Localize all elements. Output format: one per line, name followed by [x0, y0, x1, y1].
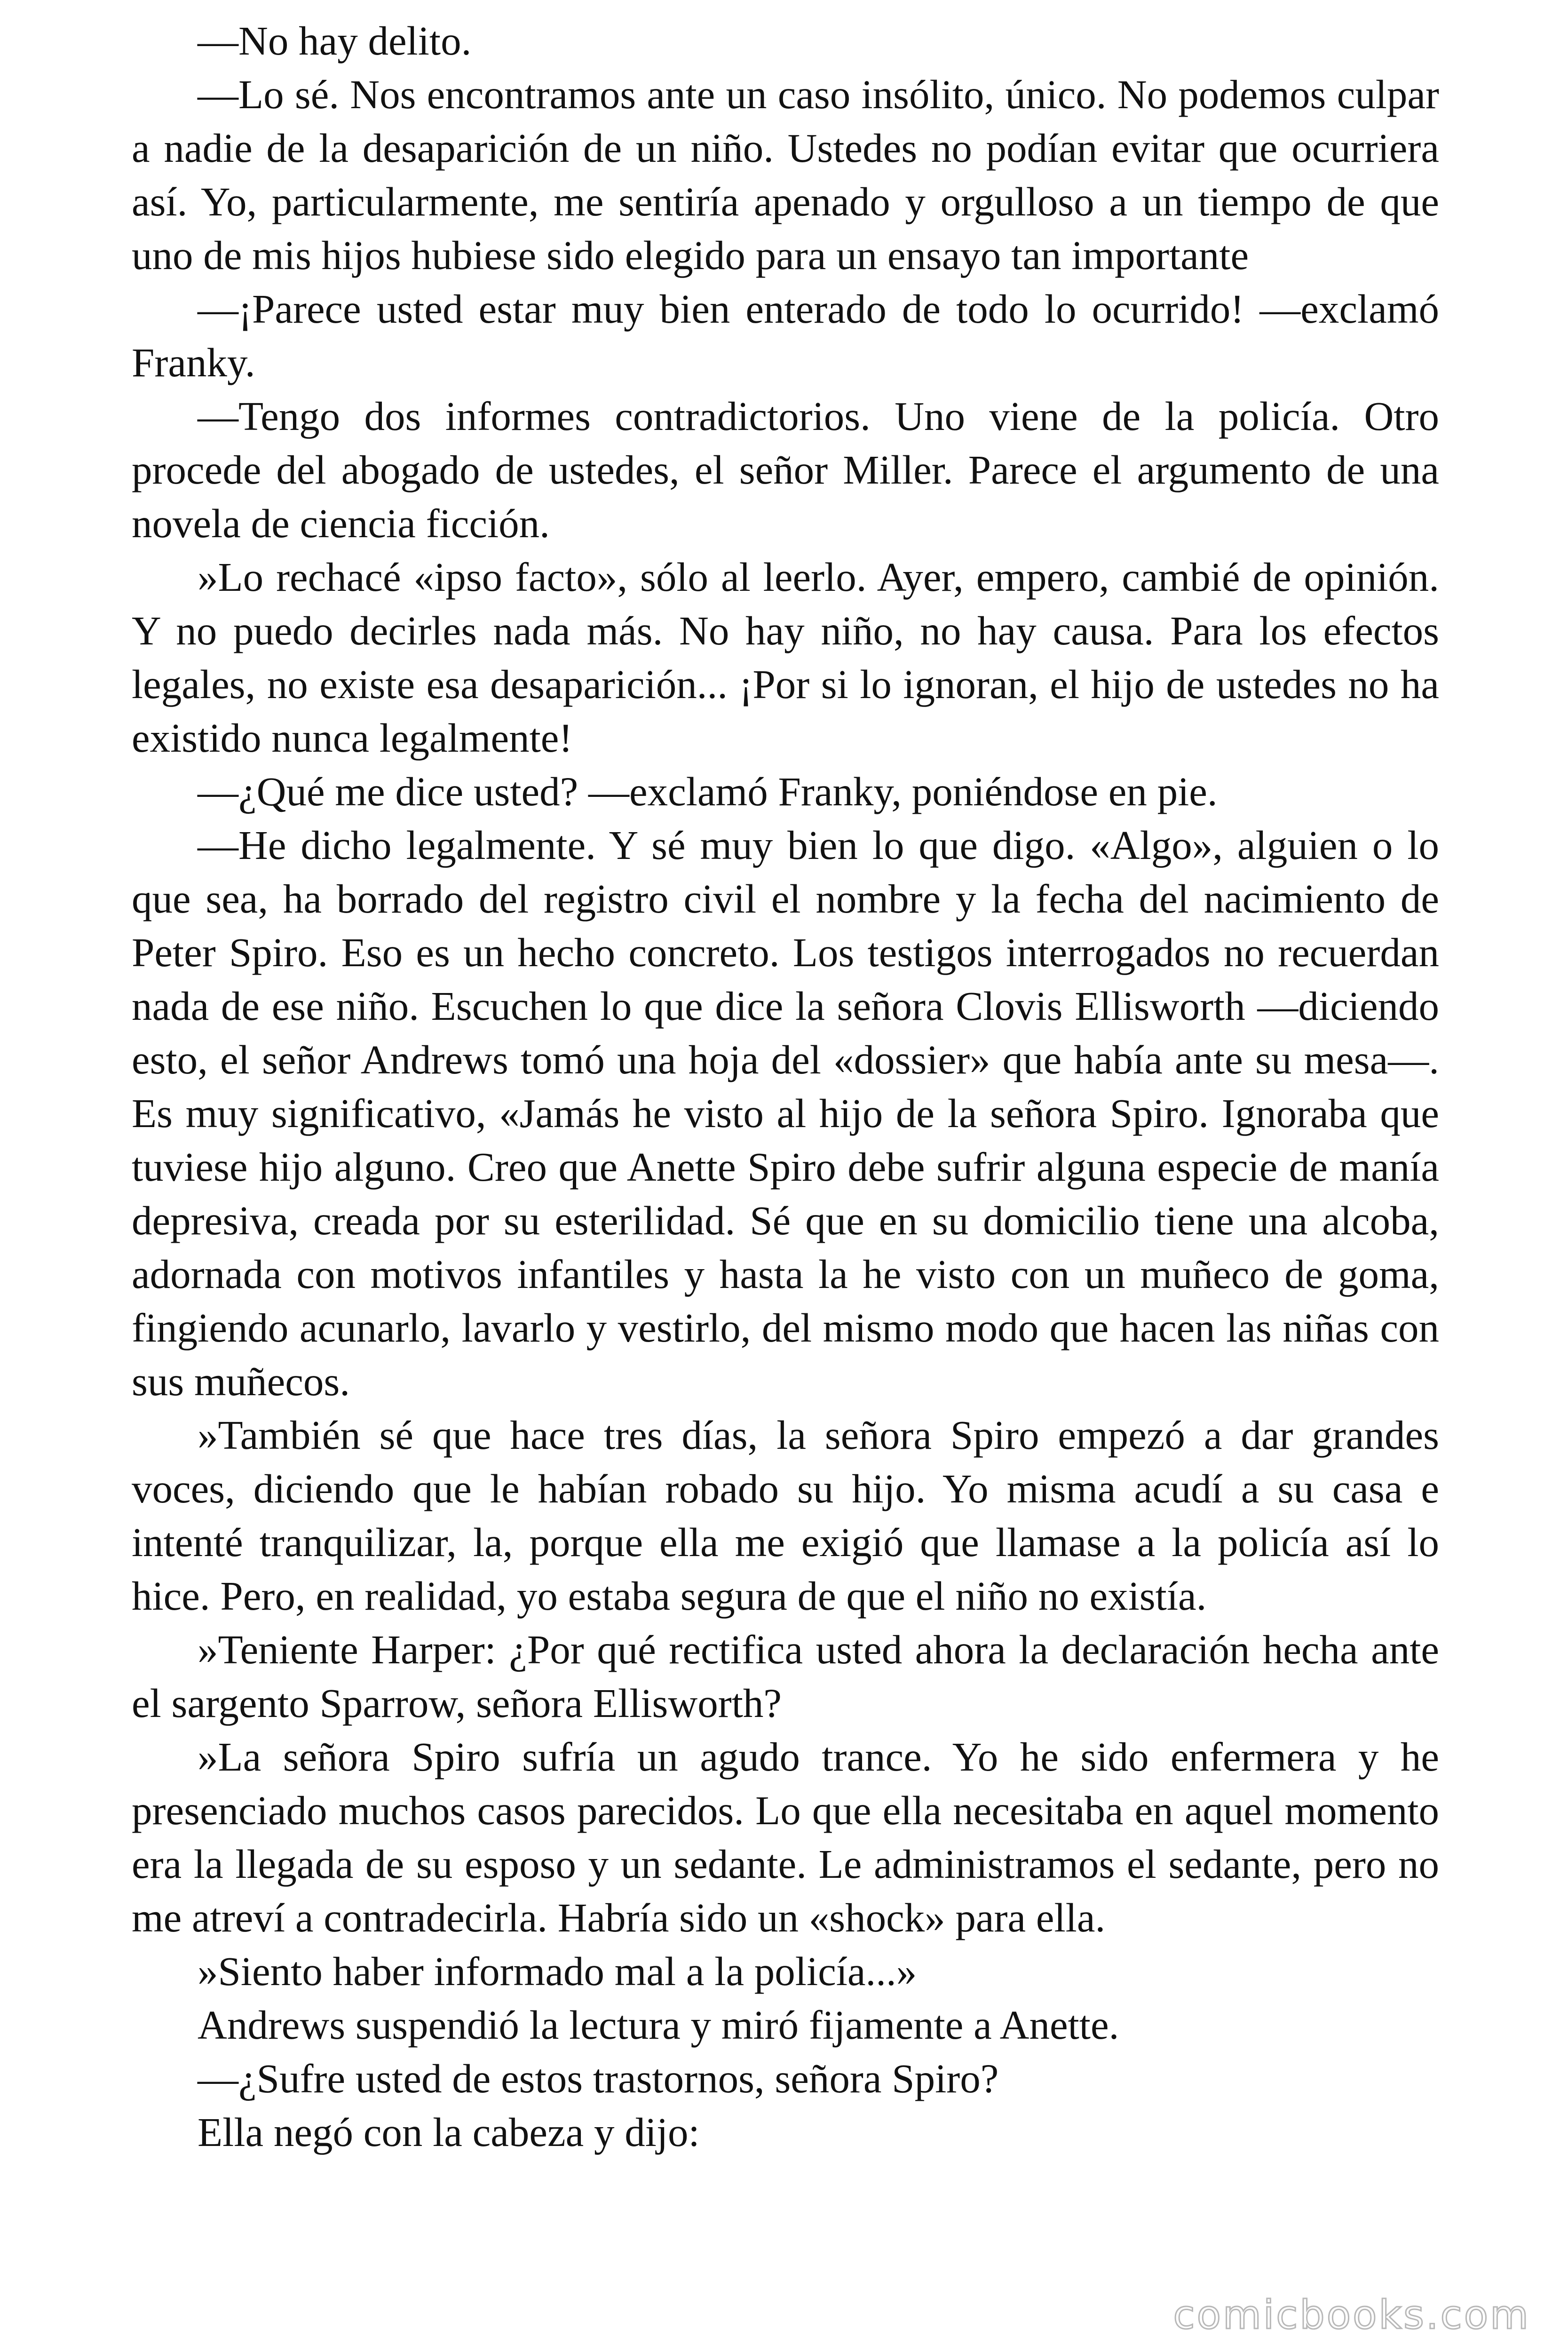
paragraph: Andrews suspendió la lectura y miró fijamente a Anette.	[198, 2002, 1119, 2048]
paragraph: Ella negó con la cabeza y dijo:	[198, 2109, 700, 2155]
book-page-text	[132, 14, 1439, 2159]
paragraph: —Tengo dos informes contradictorios. Uno viene de la policía. Otro procede del abogado de ustedes, el señor Miller. Parece el argumento de una novela de ciencia ficción.	[132, 393, 1439, 546]
paragraph: —¿Qué me dice usted? —exclamó Franky, poniéndose en pie.	[198, 769, 1218, 814]
paragraph: —¿Sufre usted de estos trastornos, señora Spiro?	[198, 2056, 999, 2101]
paragraph: —He dicho legalmente. Y sé muy bien lo que digo. «Algo», alguien o lo que sea, ha borrado del registro civil el nombre y la fecha del nacimiento de Peter Spiro. Eso es un hecho concreto. Los testigos interrogados no recuerdan nada de ese niño. Escuchen lo que dice la señora Clovis Ellisworth —diciendo esto, el señor Andrews tomó una hoja del «dossier» que había ante su mesa—. Es muy significativo, «Jamás he visto al hijo de la señora Spiro. Ignoraba que tuviese hijo alguno. Creo que Anette Spiro debe sufrir alguna especie de manía depresiva, creada por su esterilidad. Sé que en su domicilio tiene una alcoba, adornada con motivos infantiles y hasta la he visto con un muñeco de goma, fingiendo acunarlo, lavarlo y vestirlo, del mismo modo que hacen las niñas con sus muñecos.	[132, 822, 1439, 1404]
paragraph: »Siento haber informado mal a la policía...»	[198, 1948, 917, 1994]
paragraph: »Lo rechacé «ipso facto», sólo al leerlo. Ayer, empero, cambié de opinión. Y no puedo decirles nada más. No hay niño, no hay causa. Para los efectos legales, no existe esa desaparición... ¡Por si lo ignoran, el hijo de ustedes no ha existido nunca legalmente!	[132, 554, 1439, 761]
watermark: comicbooks.com	[1173, 2292, 1530, 2338]
paragraph: »Teniente Harper: ¿Por qué rectifica usted ahora la declaración hecha ante el sargento Sparrow, señora Ellisworth?	[132, 1627, 1439, 1726]
paragraph: »La señora Spiro sufría un agudo trance. Yo he sido enfermera y he presenciado muchos casos parecidos. Lo que ella necesitaba en aquel momento era la llegada de su esposo y un sedante. Le administramos el sedante, pero no me atreví a contradecirla. Habría sido un «shock» para ella.	[132, 1734, 1439, 1940]
paragraph: »También sé que hace tres días, la señora Spiro empezó a dar grandes voces, diciendo que le habían robado su hijo. Yo misma acudí a su casa e intenté tranquilizar, la, porque ella me exigió que llamase a la policía así lo hice. Pero, en realidad, yo estaba segura de que el niño no existía.	[132, 1412, 1439, 1619]
paragraph: —¡Parece usted estar muy bien enterado de todo lo ocurrido! —exclamó Franky.	[132, 286, 1439, 385]
paragraph: —No hay delito.	[198, 18, 472, 64]
paragraph: —Lo sé. Nos encontramos ante un caso insólito, único. No podemos culpar a nadie de la desaparición de un niño. Ustedes no podían evitar que ocurriera así. Yo, particularmente, me sentiría apenado y orgulloso a un tiempo de que uno de mis hijos hubiese sido elegido para un ensayo tan importante	[132, 72, 1439, 278]
